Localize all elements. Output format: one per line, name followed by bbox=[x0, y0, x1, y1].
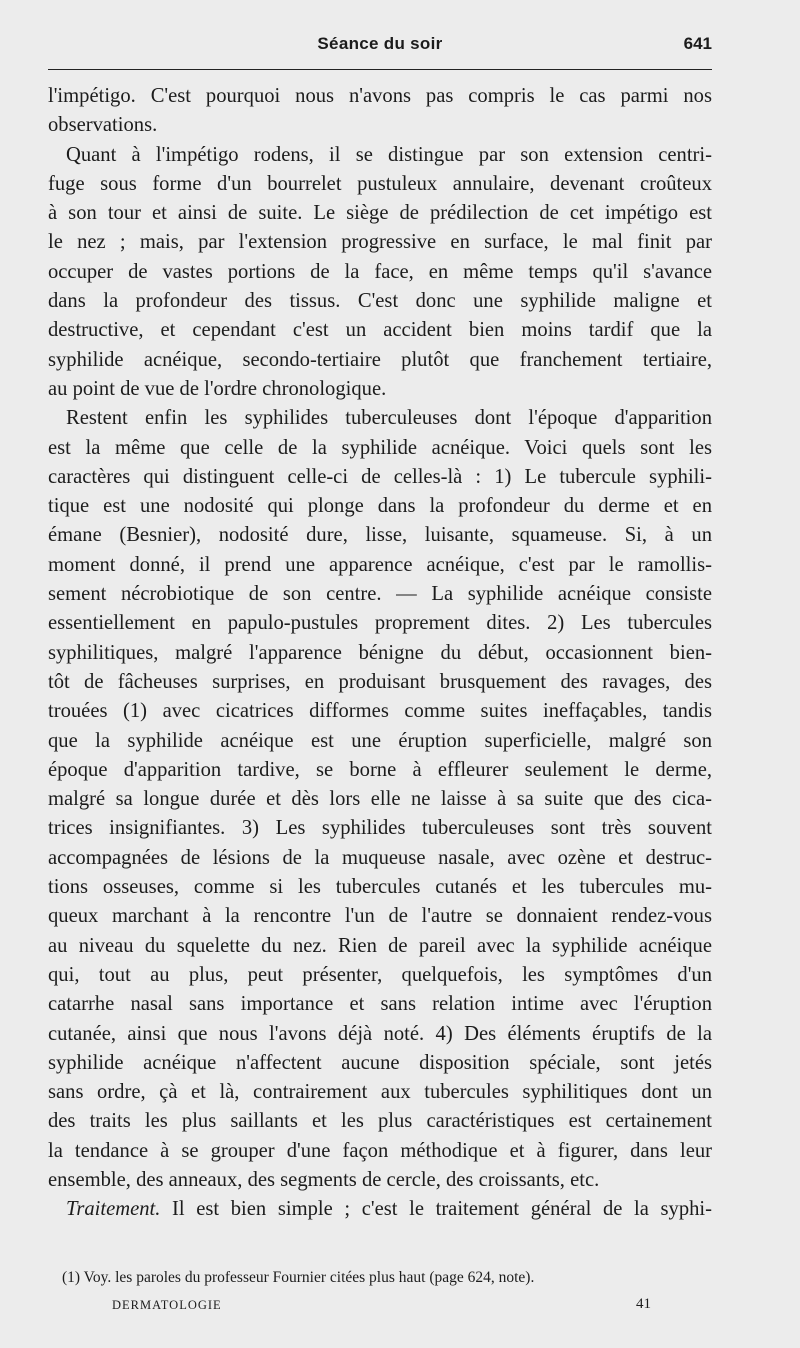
body-text bbox=[48, 82, 712, 1225]
running-header bbox=[48, 34, 712, 56]
text-line: catarrhe nasal sans importance et sans relation intime avec l'éruption bbox=[48, 993, 712, 1016]
text-line: accompagnées de lésions de la muqueuse nasale, avec ozène et destruc- bbox=[48, 846, 712, 869]
text-line: sement nécrobiotique de son centre. — La syphilide acnéique consiste bbox=[48, 583, 712, 606]
text-line: le nez ; mais, par l'extension progressive en surface, le mal finit par bbox=[48, 231, 712, 254]
printer-signature: DERMATOLOGIE bbox=[112, 1298, 222, 1312]
text-line: observations. bbox=[48, 114, 158, 137]
text-line: essentiellement en papulo-pustules proprement dites. 2) Les tubercules bbox=[48, 612, 712, 635]
text-line: syphilide acnéique, secondo-tertiaire plutôt que franchement tertiaire, bbox=[48, 348, 712, 371]
text-line: est la même que celle de la syphilide acnéique. Voici quels sont les bbox=[48, 436, 712, 459]
header-title: Séance du soir bbox=[317, 34, 443, 53]
text-line: tions osseuses, comme si les tubercules cutanés et les tubercules mu- bbox=[48, 876, 712, 899]
text-line: qui, tout au plus, peut présenter, quelquefois, les symptômes d'un bbox=[48, 963, 712, 986]
text-line: malgré sa longue durée et dès lors elle ne laisse à sa suite que des cica- bbox=[48, 788, 712, 811]
text-line: tôt de fâcheuses surprises, en produisant brusquement des ravages, des bbox=[48, 670, 712, 693]
text-line: à son tour et ainsi de suite. Le siège de prédilection de cet impétigo est bbox=[48, 202, 712, 225]
text-line: tique est une nodosité qui plonge dans la profondeur du derme et en bbox=[48, 495, 712, 518]
header-rule bbox=[48, 69, 712, 70]
text-line: caractères qui distinguent celle-ci de celles-là : 1) Le tubercule syphili- bbox=[48, 465, 712, 488]
text-line: destructive, et cependant c'est un accident bien moins tardif que la bbox=[48, 319, 712, 342]
text-line: cutanée, ainsi que nous l'avons déjà noté. 4) Des éléments éruptifs de la bbox=[48, 1022, 712, 1045]
text-line: émane (Besnier), nodosité dure, lisse, luisante, squameuse. Si, à un bbox=[48, 524, 712, 547]
treatment-line bbox=[48, 1195, 712, 1224]
text-line: ensemble, des anneaux, des segments de cercle, des croissants, etc. bbox=[48, 1168, 600, 1191]
treatment-heading: Traitement. bbox=[66, 1198, 161, 1221]
text-line: que la syphilide acnéique est une éruption superficielle, malgré son bbox=[48, 729, 712, 752]
sheet-number: 41 bbox=[636, 1296, 651, 1312]
text-line: occuper de vastes portions de la face, en même temps qu'il s'avance bbox=[48, 260, 712, 283]
text-line: Restent enfin les syphilides tuberculeuses dont l'époque d'apparition bbox=[66, 407, 712, 430]
page-number: 641 bbox=[683, 34, 712, 53]
text-line: dans la profondeur des tissus. C'est donc une syphilide maligne et bbox=[48, 290, 712, 313]
text-line: des traits les plus saillants et les plus caractéristiques est certainement bbox=[48, 1110, 712, 1133]
text-line: syphilitiques, malgré l'apparence bénigne du début, occasionnent bien- bbox=[48, 641, 712, 664]
text-line: syphilide acnéique n'affectent aucune disposition spéciale, sont jetés bbox=[48, 1051, 712, 1074]
text-line: époque d'apparition tardive, se borne à effleurer seulement le derme, bbox=[48, 758, 712, 781]
text-line: trices insignifiantes. 3) Les syphilides tuberculeuses sont très souvent bbox=[48, 817, 712, 840]
text-line: au point de vue de l'ordre chronologique. bbox=[48, 377, 387, 400]
text-line: queux marchant à la rencontre l'un de l'autre se donnaient rendez-vous bbox=[48, 905, 712, 928]
text-line: fuge sous forme d'un bourrelet pustuleux annulaire, devenant croûteux bbox=[48, 172, 712, 195]
text-line: l'impétigo. C'est pourquoi nous n'avons pas compris le cas parmi nos bbox=[48, 85, 712, 107]
text-line: moment donné, il prend une apparence acnéique, c'est par le ramollis- bbox=[48, 553, 712, 576]
text-line: trouées (1) avec cicatrices difformes comme suites ineffaçables, tandis bbox=[48, 700, 712, 723]
text-line: au niveau du squelette du nez. Rien de pareil avec la syphilide acnéique bbox=[48, 934, 712, 957]
treatment-text: Il est bien simple ; c'est le traitement général de la syphi- bbox=[160, 1198, 712, 1221]
footnote: (1) Voy. les paroles du professeur Fournier citées plus haut (page 624, note). bbox=[62, 1269, 535, 1286]
text-line: sans ordre, çà et là, contrairement aux tubercules syphilitiques dont un bbox=[48, 1081, 712, 1104]
text-line: la tendance à se grouper d'une façon méthodique et à figurer, dans leur bbox=[48, 1139, 712, 1162]
text-line: Quant à l'impétigo rodens, il se distingue par son extension centri- bbox=[66, 143, 712, 166]
